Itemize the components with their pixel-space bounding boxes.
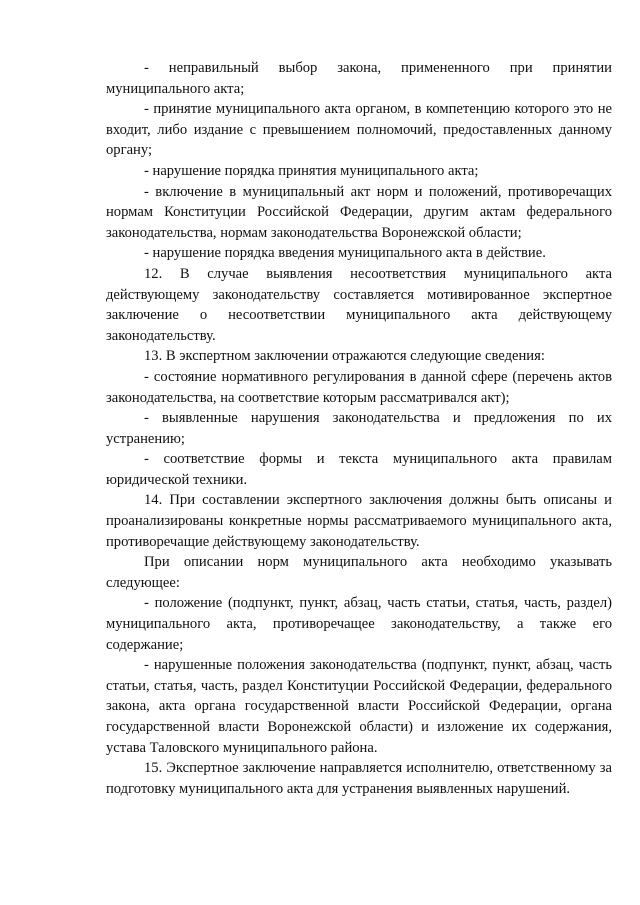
paragraph-contradicting-norms: - включение в муниципальный акт норм и положений, противоречащих нормам Конституции Российской Федерации, другим актам федерального законодательства, нормам законодательства Воронежской области; <box>106 183 612 241</box>
paragraph-beyond-competence: - принятие муниципального акта органом, в компетенцию которого это не входит, либо издание с превышением полномочий, предоставленных данному органу; <box>106 101 612 159</box>
paragraph-enactment-procedure-violation: - нарушение порядка введения муниципального акта в действие. <box>144 245 546 262</box>
paragraph-item-12: 12. В случае выявления несоответствия муниципального акта действующему законодательству составляется мотивированное экспертное заключение о несоответствии муниципального акта действующему законодательству. <box>106 265 612 344</box>
paragraph-item-13: 13. В экспертном заключении отражаются следующие сведения: <box>144 348 545 365</box>
paragraph-describing-norms: При описании норм муниципального акта необходимо указывать следующее: <box>106 554 612 591</box>
paragraph-identified-violations: - выявленные нарушения законодательства и предложения по их устранению; <box>106 410 612 447</box>
paragraph-violated-provisions: - нарушенные положения законодательства (подпункт, пункт, абзац, часть статьи, статья, часть, раздел Конституции Российской Федерации, федерального закона, акта органа государственной власти Российской Федерации, органа государственной власти Воронежской области) и изложение их содержания, устава Таловского муниципального района. <box>106 657 612 756</box>
paragraph-adoption-procedure-violation: - нарушение порядка принятия муниципального акта; <box>144 162 479 179</box>
paragraph-item-14: 14. При составлении экспертного заключения должны быть описаны и проанализированы конкретные нормы рассматриваемого муниципального акта, противоречащие действующему законодательству. <box>106 492 612 550</box>
document-page <box>106 58 612 799</box>
paragraph-item-15: 15. Экспертное заключение направляется исполнителю, ответственному за подготовку муниципального акта для устранения выявленных нарушений. <box>106 760 612 797</box>
paragraph-regulation-state: - состояние нормативного регулирования в данной сфере (перечень актов законодательства, на соответствие которым рассматривался акт); <box>106 368 612 406</box>
paragraph-act-provision: - положение (подпункт, пункт, абзац, часть статьи, статья, часть, раздел) муниципального акта, противоречащее законодательству, а также его содержание; <box>106 595 612 653</box>
paragraph-wrong-law-choice: - неправильный выбор закона, примененного при принятии муниципального акта; <box>106 60 612 97</box>
paragraph-legal-technique: - соответствие формы и текста муниципального акта правилам юридической техники. <box>106 451 612 488</box>
